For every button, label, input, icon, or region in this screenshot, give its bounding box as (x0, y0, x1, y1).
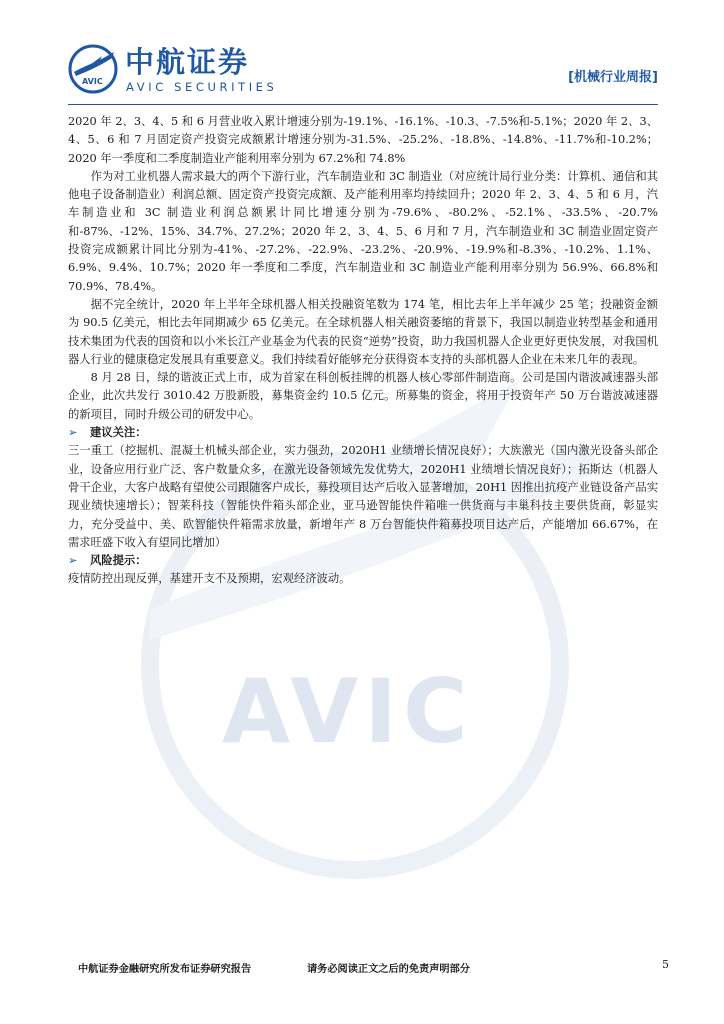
avic-plane-logo-icon (68, 44, 118, 94)
section-heading-attention (68, 424, 658, 442)
arrow-marker-icon: ➢ (68, 426, 78, 440)
header-divider (68, 104, 658, 105)
brand-name-cn: 中航证券 (125, 45, 250, 79)
report-body (68, 113, 658, 589)
section-heading-risk (68, 552, 658, 570)
arrow-marker-icon: ➢ (68, 554, 78, 568)
footer-disclaimer: 请务必阅读正文之后的免责声明部分 (307, 964, 470, 975)
brand-name-en: AVIC SECURITIES (126, 80, 278, 94)
logo-text: AVIC (82, 77, 103, 86)
paragraph-downstream-industries: 作为对工业机器人需求最大的两个下游行业，汽车制造业和 3C 制造业（对应统计局行业分类：计算机、通信和其他电子设备制造业）利润总额、固定资产投资完成额、及产能利用率均持续回升；2020 年 2、3、4、5 和 6 月，汽车制造业和 3C 制造业利润总额累计同比增速分别为-79.6%、-80.2%、-52.1%、-33.5%、-20.7%和-87%、-12%、15%、34.7%、27.2%；2020 年 2、3、4、5、6 月和 7 月，汽车制造业和 3C 制造业固定资产投资完成额累计同比分别为-41%、-27.2%、-22.9%、-23.2%、-20.9%、-19.9%和-8.3%、-10.2%、1.1%、6.9%、9.4%、10.7%；2020 年一季度和二季度，汽车制造业和 3C 制造业产能利用率分别为 56.9%、66.8%和 70.9%、78.4%。 (68, 169, 658, 293)
risk-heading-text: 风险提示： (90, 554, 147, 568)
page-number: 5 (662, 958, 669, 971)
paragraph-recommended-stocks: 三一重工（挖掘机、混凝土机械头部企业，实力强劲，2020H1 业绩增长情况良好）；大族激光（国内激光设备头部企业，设备应用行业广泛、客户数量众多，在激光设备领域先发优势大，2020H1 业绩增长情况良好）；拓斯达（机器人骨干企业，大客户战略有望使公司跟随客户成长，募投项目达产后收入显著增加，20H1 因推出抗疫产业链设备产品实现业绩快速增长）；智莱科技（智能快件箱头部企业，亚马逊智能快件箱唯一供货商与丰巢科技主要供货商，彰显实力，充分受益中、美、欧智能快件箱需求放量，新增年产 8 万台智能快件箱募投项目达产后，产能增加 66.67%，在需求旺盛下收入有望同比增加） (68, 444, 658, 549)
paragraph-revenue-growth: 2020 年 2、3、4、5 和 6 月营业收入累计增速分别为-19.1%、-16.1%、-10.3、-7.5%和-5.1%；2020 年 2、3、4、5、6 和 7 月固定资产投资完成额累计增速分别为-31.5%、-25.2%、-18.8%、-14.8%、-11.7%和-10.2%；2020 年一季度和二季度制造业产能利用率分别为 67.2%和 74.8% (68, 115, 658, 165)
watermark-text: AVIC (222, 660, 474, 763)
paragraph-risk-warning: 疫情防控出现反弹，基建开支不及预期，宏观经济波动。 (68, 572, 351, 586)
paragraph-ipo-news: 8 月 28 日，绿的谐波正式上市，成为首家在科创板挂牌的机器人核心零部件制造商。公司是国内谐波减速器头部企业，此次共发行 3010.42 万股新股，募集资金约 10.5 亿元。所募集的资金，将用于投资年产 50 万台谐波减速器的新项目，同时升级公司的研发中心。 (68, 371, 658, 421)
attention-heading-text: 建议关注： (90, 426, 147, 440)
page-header (68, 44, 658, 104)
footer-publisher: 中航证券金融研究所发布证券研究报告 (78, 964, 252, 975)
paragraph-robot-financing: 据不完全统计，2020 年上半年全球机器人相关投融资笔数为 174 笔，相比去年上半年减少 25 笔；投融资金额为 90.5 亿美元，相比去年同期减少 65 亿美元。在全球机器人相关融资萎缩的背景下，我国以制造业转型基金和通用技术集团为代表的国资和以小米长江产业基金为代表的民资“逆势”投资，助力我国机器人企业更好更快发展，对我国机器人行业的健康稳定发展具有重要意义。我们持续看好能够充分获得资本支持的头部机器人企业在未来几年的表现。 (68, 297, 658, 366)
report-type-label: [机械行业周报] (568, 70, 658, 85)
